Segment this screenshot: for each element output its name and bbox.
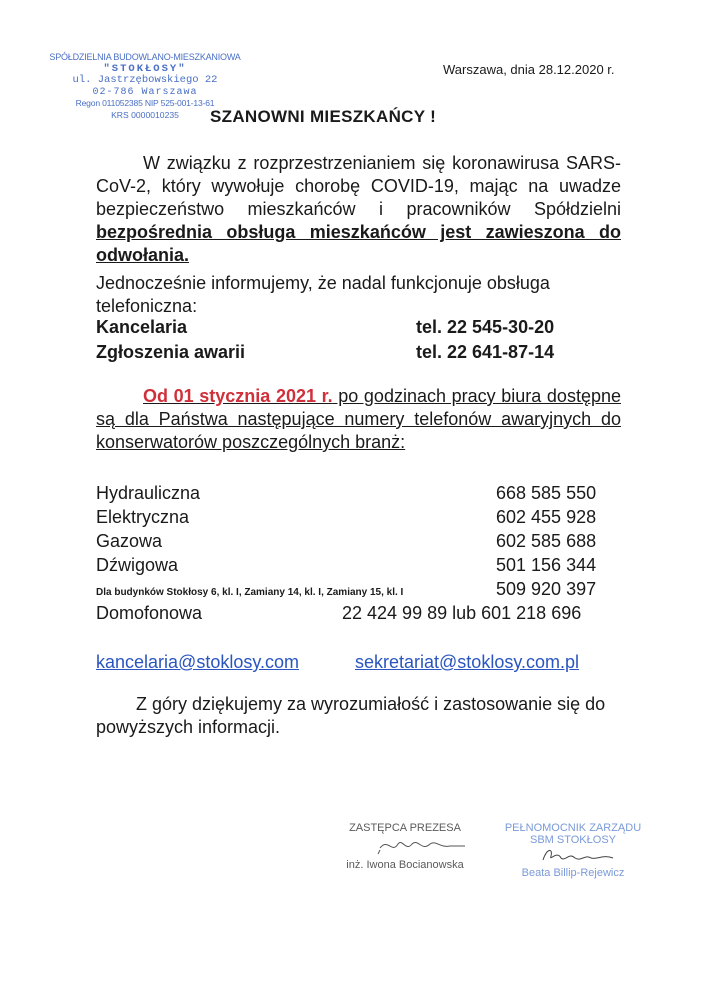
service-row-intercom [96,603,636,627]
signature-title: PEŁNOMOCNIK ZARZĄDU [504,822,642,834]
date-highlight: Od 01 stycznia 2021 r. [143,386,333,406]
contact-label: Kancelaria [96,317,188,337]
service-phone: 668 585 550 [496,483,597,503]
signature-title: ZASTĘPCA PREZESA [349,822,461,834]
page-title: SZANOWNI MIESZKAŃCY ! [210,107,437,126]
service-label: Domofonowa [96,603,203,623]
service-label: Hydrauliczna [96,483,201,503]
contact-row-failures [96,342,555,363]
signature-org: SBM STOKŁOSY [530,834,616,846]
service-row-plumbing [96,483,636,507]
covid-notice-bold: bezpośrednia obsługa mieszkańców jest zawieszona do odwołania. [96,222,621,265]
paragraph-emergency-numbers [96,385,621,454]
contact-phone: tel. 22 545-30-20 [416,317,555,337]
service-label: Dla budynków Stokłosy 6, kl. I, Zamiany 14, kl. I, Zamiany 15, kl. I [96,587,404,598]
signature-name: Beata Billip-Rejewicz [521,867,625,879]
stamp-line-4: 02-786 Warszawa [92,86,198,98]
signature-name: inż. Iwona Bocianowska [346,859,464,871]
contact-row-office [96,317,555,338]
service-row-electrical [96,507,636,531]
handwritten-signature-left [340,834,470,856]
emergency-intro-text: po godzinach pracy biura dostępne są dla Państwa następujące numery telefonów awaryjnych do konserwatorów poszczególnych branż: [96,386,621,452]
stamp-line-1: SPÓŁDZIELNIA BUDOWLANO-MIESZKANIOWA [49,52,241,62]
service-phone: 602 585 688 [496,531,597,551]
stamp-line-5: Regon 011052385 NIP 525-001-13-61 [75,98,215,108]
handwritten-signature-right [513,846,633,864]
service-phone: 22 424 99 89 lub 601 218 696 [342,603,582,623]
service-row-elevator [96,555,636,579]
stamp-line-6: KRS 0000010235 [111,109,179,120]
email-link-secretariat[interactable]: sekretariat@stoklosy.com.pl [355,652,580,672]
service-label: Elektryczna [96,507,190,527]
paragraph-covid-notice [96,152,621,267]
stamp-line-3: ul. Jastrzębowskiego 22 [72,74,218,86]
covid-notice-text: W związku z rozprzestrzenianiem się koronawirusa SARS-CoV-2, który wywołuje chorobę COVID-19, mając na uwadze bezpieczeństwo mieszkańców i pracowników Spółdzielni [96,153,621,219]
email-link-office[interactable]: kancelaria@stoklosy.com [96,652,300,672]
service-phone: 602 455 928 [496,507,597,527]
signature-block-right [498,822,648,879]
closing-paragraph: Z góry dziękujemy za wyrozumiałość i zastosowanie się do powyższych informacji. [96,694,606,737]
contact-label: Zgłoszenia awarii [96,342,246,362]
stamp-line-2: "STOKŁOSY" [103,62,187,75]
service-phone: 501 156 344 [496,555,597,575]
contact-phone: tel. 22 641-87-14 [416,342,555,362]
service-label: Gazowa [96,531,163,551]
service-label: Dźwigowa [96,555,179,575]
signature-block-left [330,822,480,871]
service-phone: 509 920 397 [496,579,597,599]
paragraph-phone-service: Jednocześnie informujemy, że nadal funkcjonuje obsługa telefoniczna: [96,273,550,316]
date-line: Warszawa, dnia 28.12.2020 r. [443,62,615,77]
service-row-gas [96,531,636,555]
